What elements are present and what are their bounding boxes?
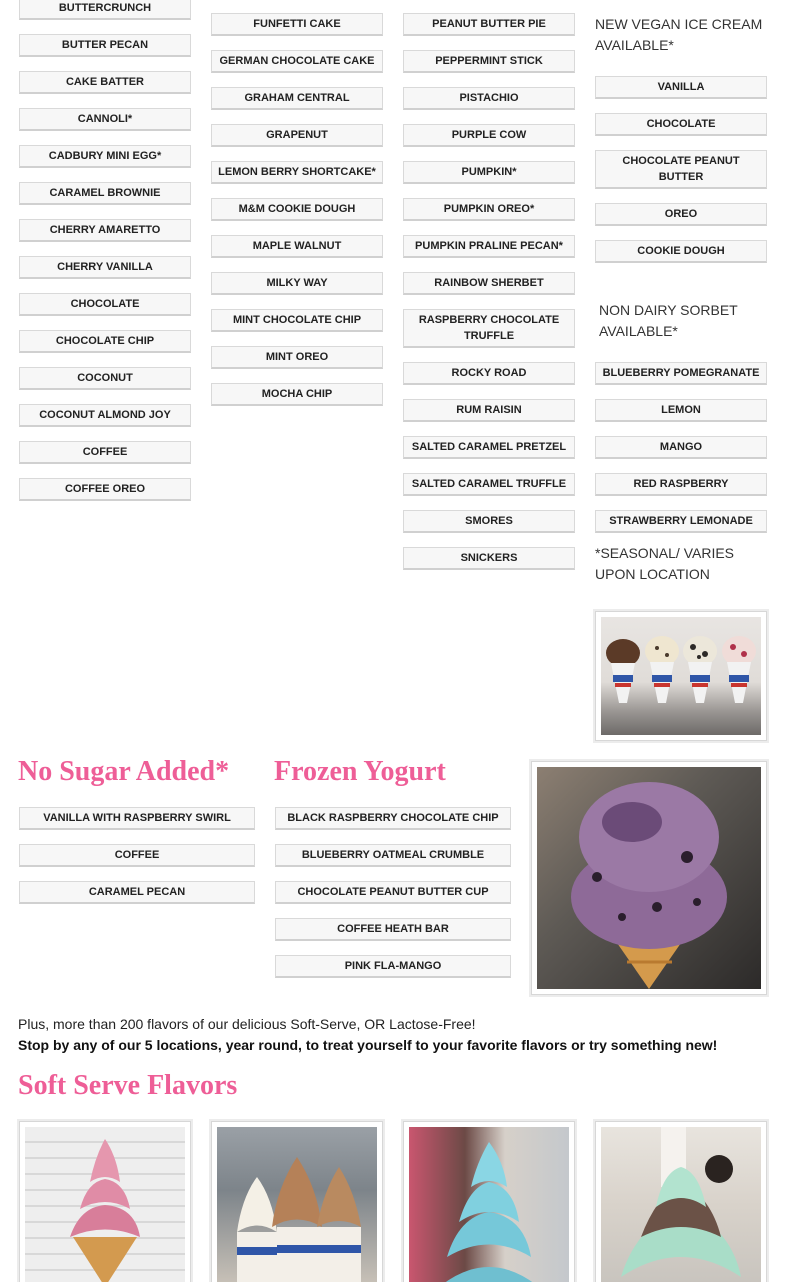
flavor-button[interactable]: SALTED CARAMEL PRETZEL — [403, 436, 575, 459]
flavor-button[interactable]: PISTACHIO — [403, 87, 575, 110]
flavor-button[interactable]: MINT CHOCOLATE CHIP — [211, 309, 383, 332]
info-line-2: Stop by any of our 5 locations, year round, to treat yourself to your favorite flavors or try something new! — [18, 1037, 718, 1053]
vegan-flavor-button[interactable]: OREO — [595, 203, 767, 226]
flavor-button[interactable]: COCONUT — [19, 367, 191, 390]
flavor-button[interactable]: COFFEE OREO — [19, 478, 191, 501]
no-sugar-flavor-button[interactable]: VANILLA WITH RASPBERRY SWIRL — [19, 807, 255, 830]
frozen-yogurt-flavor-button[interactable]: BLUEBERRY OATMEAL CRUMBLE — [275, 844, 511, 867]
sorbet-heading: NON DAIRY SORBET AVAILABLE* — [599, 302, 738, 339]
flavor-button[interactable]: PEANUT BUTTER PIE — [403, 13, 575, 36]
soft-serve-pink-photo — [19, 1121, 191, 1282]
frozen-yogurt-flavor-button[interactable]: CHOCOLATE PEANUT BUTTER CUP — [275, 881, 511, 904]
purple-cone-photo — [531, 761, 767, 995]
flavor-button[interactable]: COCONUT ALMOND JOY — [19, 404, 191, 427]
no-sugar-list — [19, 807, 255, 918]
flavor-button[interactable]: GRAPENUT — [211, 124, 383, 147]
sorbet-flavor-button[interactable]: MANGO — [595, 436, 767, 459]
flavor-button[interactable]: FUNFETTI CAKE — [211, 13, 383, 36]
flavor-button[interactable]: GERMAN CHOCOLATE CAKE — [211, 50, 383, 73]
flavor-button[interactable]: CADBURY MINI EGG* — [19, 145, 191, 168]
soft-serve-blue-photo — [403, 1121, 575, 1282]
flavor-button[interactable]: PEPPERMINT STICK — [403, 50, 575, 73]
frozen-yogurt-flavor-button[interactable]: COFFEE HEATH BAR — [275, 918, 511, 941]
vegan-flavor-button[interactable]: COOKIE DOUGH — [595, 240, 767, 263]
no-sugar-flavor-button[interactable]: CARAMEL PECAN — [19, 881, 255, 904]
mint-soft-serve-illustration — [601, 1127, 761, 1282]
flavor-button[interactable]: PUMPKIN* — [403, 161, 575, 184]
flavor-column-3 — [403, 13, 575, 584]
cones-lineup-photo — [595, 611, 767, 741]
frozen-yogurt-flavor-button[interactable]: PINK FLA-MANGO — [275, 955, 511, 978]
flavor-button[interactable]: MILKY WAY — [211, 272, 383, 295]
vegan-flavor-button[interactable]: CHOCOLATE — [595, 113, 767, 136]
flavor-button[interactable]: MINT OREO — [211, 346, 383, 369]
sorbet-flavor-button[interactable]: STRAWBERRY LEMONADE — [595, 510, 767, 533]
flavor-button[interactable]: SMORES — [403, 510, 575, 533]
blue-soft-serve-illustration — [409, 1127, 569, 1282]
frozen-yogurt-flavor-button[interactable]: BLACK RASPBERRY CHOCOLATE CHIP — [275, 807, 511, 830]
flavor-button[interactable]: SALTED CARAMEL TRUFFLE — [403, 473, 575, 496]
vegan-flavor-button[interactable]: CHOCOLATE PEANUT BUTTER — [595, 150, 767, 189]
no-sugar-flavor-button[interactable]: COFFEE — [19, 844, 255, 867]
pink-soft-serve-illustration — [25, 1127, 185, 1282]
sorbet-flavor-button[interactable]: RED RASPBERRY — [595, 473, 767, 496]
flavor-button[interactable]: BUTTERCRUNCH — [19, 0, 191, 20]
flavor-button[interactable]: CANNOLI* — [19, 108, 191, 131]
soft-serve-trio-photo — [211, 1121, 383, 1282]
flavor-button[interactable]: CAKE BATTER — [19, 71, 191, 94]
info-text — [18, 1014, 778, 1056]
flavor-button[interactable]: PUMPKIN PRALINE PECAN* — [403, 235, 575, 258]
flavor-column-1 — [19, 0, 191, 515]
flavor-button[interactable]: CHOCOLATE — [19, 293, 191, 316]
flavor-button[interactable]: PUMPKIN OREO* — [403, 198, 575, 221]
soft-serve-mint-photo — [595, 1121, 767, 1282]
soft-serve-heading: Soft Serve Flavors — [18, 1070, 238, 1101]
seasonal-note: *SEASONAL/ VARIES UPON LOCATION — [595, 545, 735, 582]
purple-cone-illustration — [537, 767, 761, 989]
flavor-button[interactable]: GRAHAM CENTRAL — [211, 87, 383, 110]
flavor-button[interactable]: SNICKERS — [403, 547, 575, 570]
flavor-button[interactable]: PURPLE COW — [403, 124, 575, 147]
flavor-button[interactable]: M&M COOKIE DOUGH — [211, 198, 383, 221]
flavor-button[interactable]: CHOCOLATE CHIP — [19, 330, 191, 353]
frozen-yogurt-heading: Frozen Yogurt — [274, 756, 446, 787]
sorbet-flavor-button[interactable]: BLUEBERRY POMEGRANATE — [595, 362, 767, 385]
cones-illustration — [601, 617, 761, 735]
flavor-button[interactable]: RUM RAISIN — [403, 399, 575, 422]
flavor-button[interactable]: RASPBERRY CHOCOLATE TRUFFLE — [403, 309, 575, 348]
flavor-button[interactable]: ROCKY ROAD — [403, 362, 575, 385]
flavor-button[interactable]: CARAMEL BROWNIE — [19, 182, 191, 205]
flavor-button[interactable]: CHERRY AMARETTO — [19, 219, 191, 242]
vegan-sorbet-column — [595, 14, 767, 585]
flavor-button[interactable]: LEMON BERRY SHORTCAKE* — [211, 161, 383, 184]
info-line-1: Plus, more than 200 flavors of our delicious Soft-Serve, OR Lactose-Free! — [18, 1016, 476, 1032]
no-sugar-heading: No Sugar Added* — [18, 756, 230, 787]
flavor-button[interactable]: MAPLE WALNUT — [211, 235, 383, 258]
frozen-yogurt-list — [275, 807, 511, 992]
vegan-flavor-button[interactable]: VANILLA — [595, 76, 767, 99]
flavor-column-2 — [211, 13, 383, 420]
sorbet-flavor-button[interactable]: LEMON — [595, 399, 767, 422]
flavor-button[interactable]: MOCHA CHIP — [211, 383, 383, 406]
trio-soft-serve-illustration — [217, 1127, 377, 1282]
flavor-button[interactable]: CHERRY VANILLA — [19, 256, 191, 279]
flavor-button[interactable]: RAINBOW SHERBET — [403, 272, 575, 295]
flavor-button[interactable]: BUTTER PECAN — [19, 34, 191, 57]
flavor-button[interactable]: COFFEE — [19, 441, 191, 464]
vegan-heading: NEW VEGAN ICE CREAM AVAILABLE* — [595, 16, 763, 53]
